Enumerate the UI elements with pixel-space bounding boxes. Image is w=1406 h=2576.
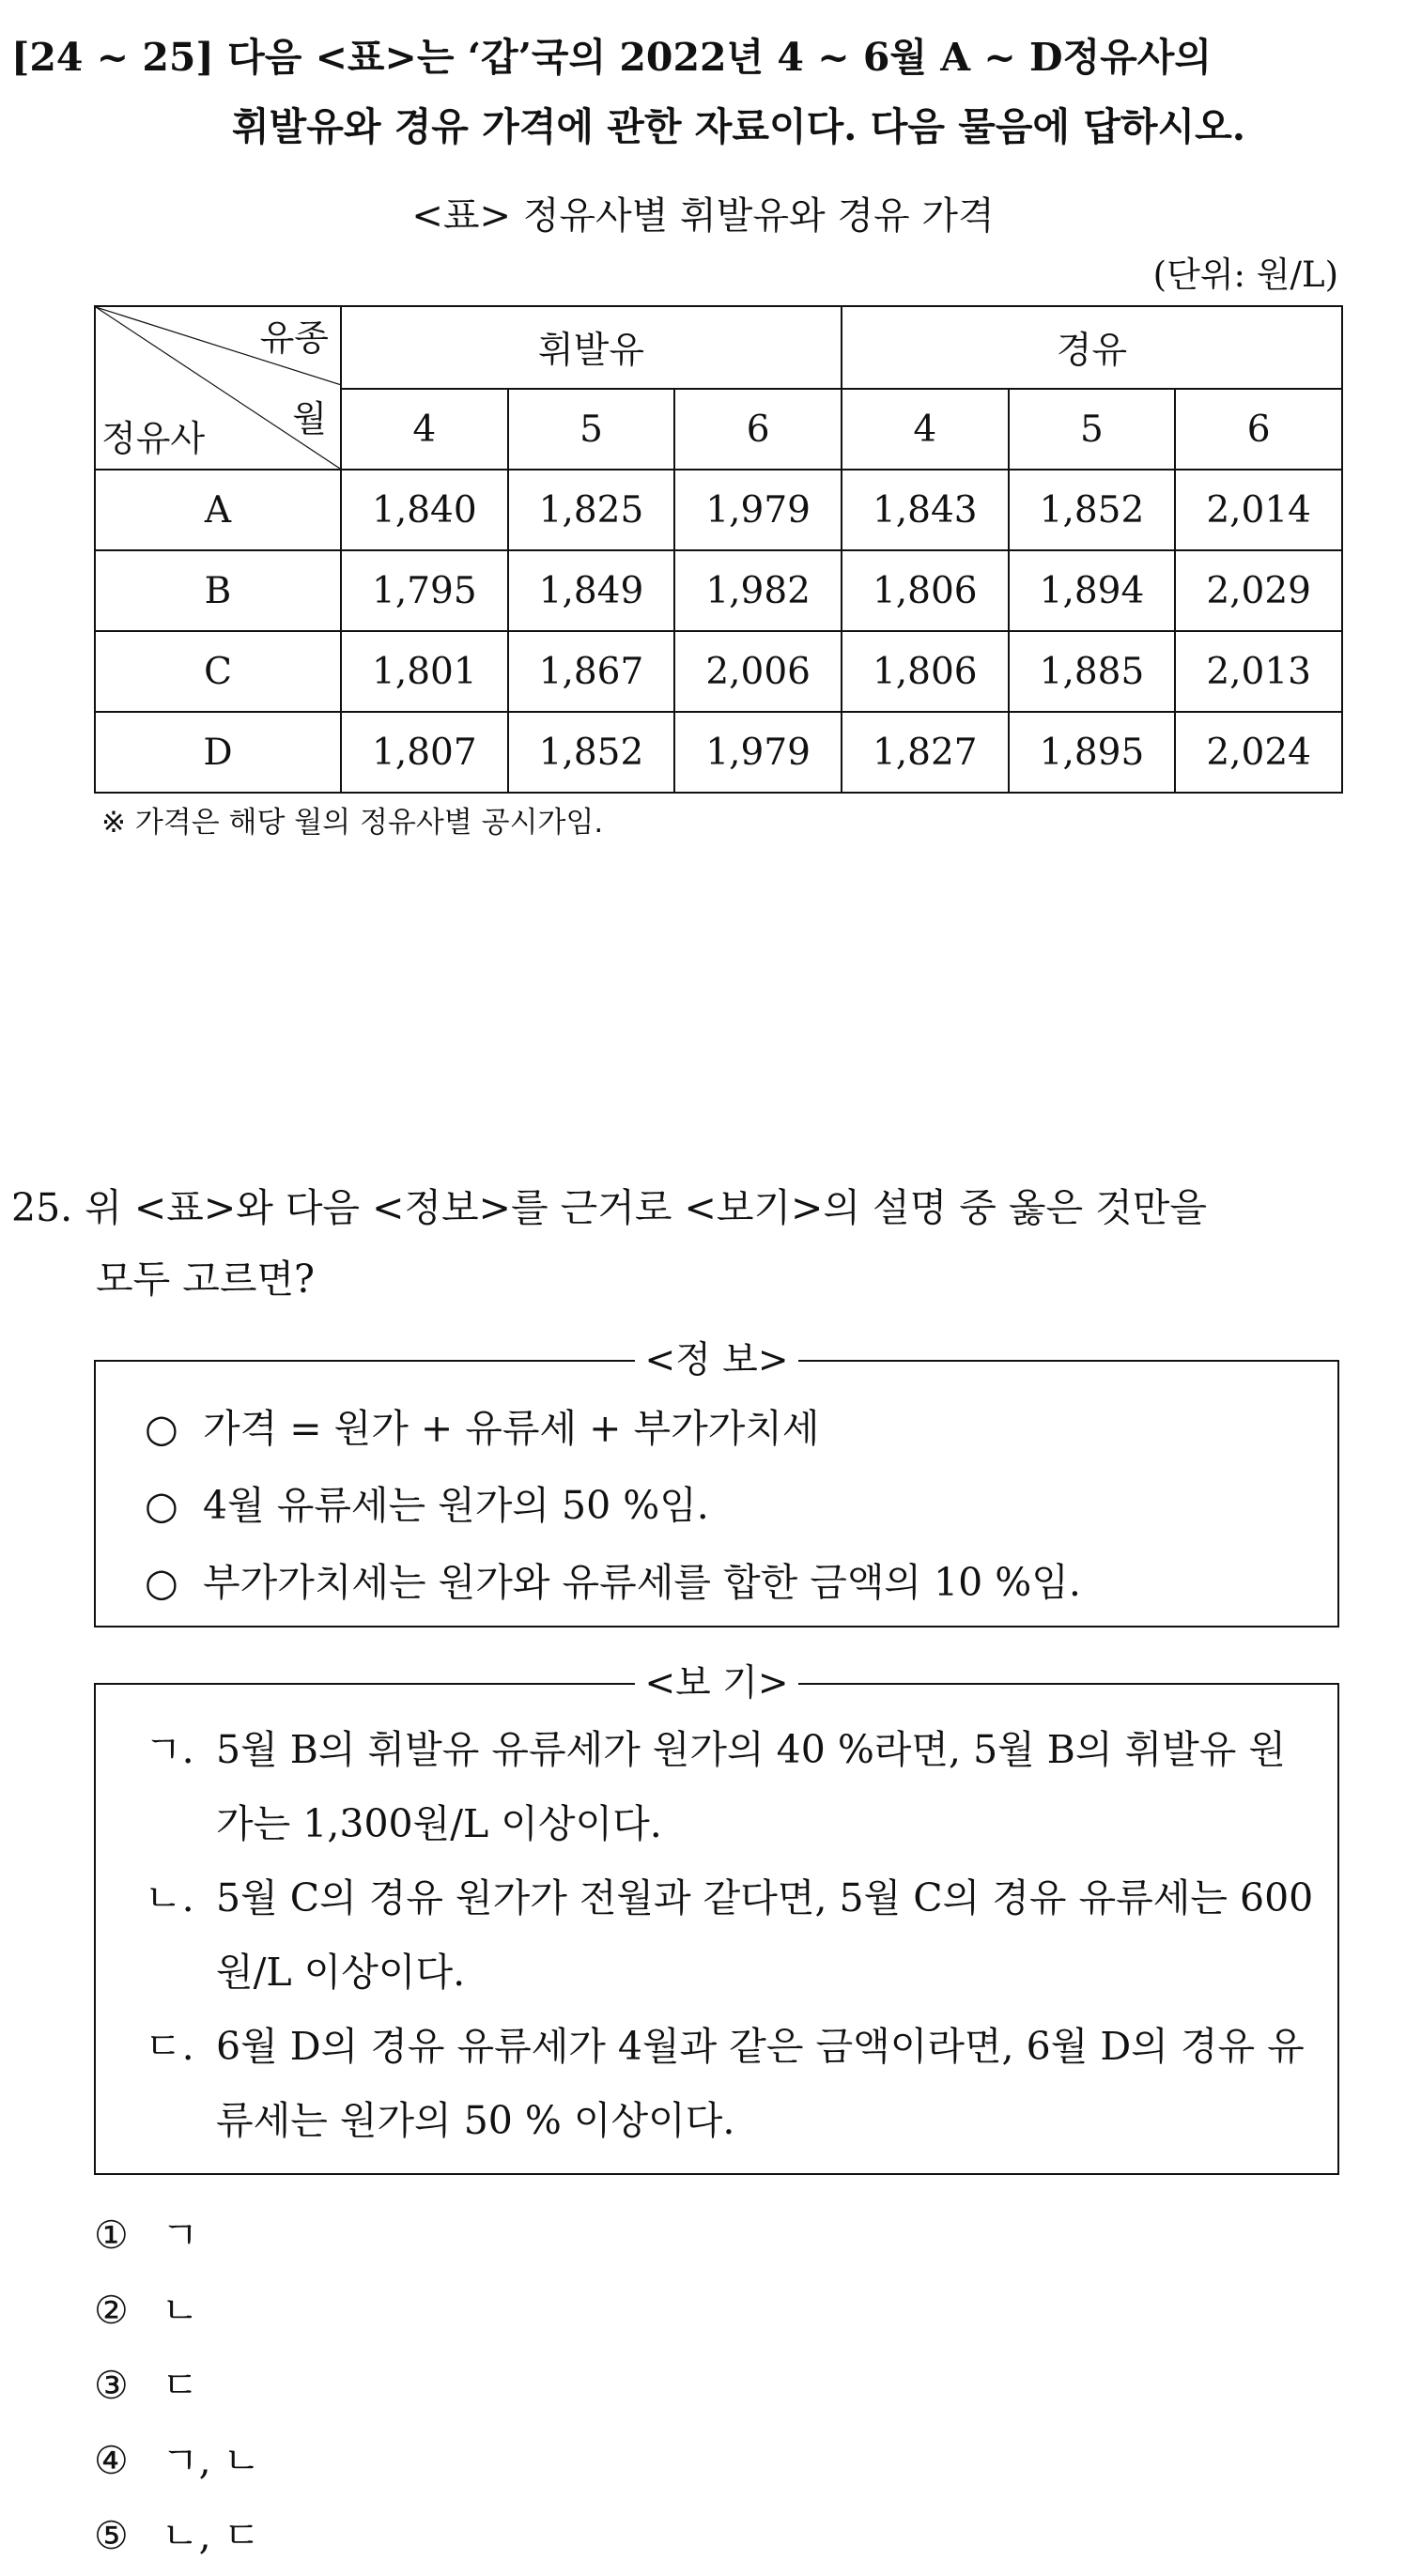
price-table xyxy=(94,305,1343,794)
choice-text: ㄴ xyxy=(162,2288,199,2333)
info-item xyxy=(145,1467,1081,1544)
choice-number: ③ xyxy=(94,2363,129,2408)
price-cell: 1,843 xyxy=(842,470,1009,550)
bogi-item-text: 5월 B의 휘발유 유류세가 원가의 40 %라면, 5월 B의 휘발유 원가는 1,300원/L 이상이다. xyxy=(216,1727,1287,1846)
month-header: 4 xyxy=(842,389,1009,470)
bogi-item xyxy=(145,1713,1319,1861)
answer-choice-4[interactable] xyxy=(94,2423,260,2498)
bogi-item xyxy=(145,1861,1319,2010)
bogi-item-mark: ㄱ. xyxy=(145,1727,194,1772)
price-cell: 1,852 xyxy=(508,712,675,793)
circle-bullet-icon: ○ xyxy=(145,1406,178,1451)
bogi-item-text: 6월 D의 경유 유류세가 4월과 같은 금액이라면, 6월 D의 경유 유류세는 원가의 50 % 이상이다. xyxy=(216,2024,1305,2143)
answer-choice-3[interactable] xyxy=(94,2348,260,2423)
corner-month-label: 월 xyxy=(292,398,327,440)
question-25 xyxy=(11,1172,1392,1315)
month-header: 5 xyxy=(508,389,675,470)
answer-choices xyxy=(94,2198,260,2573)
price-cell: 2,006 xyxy=(674,631,842,712)
table-row xyxy=(95,550,1342,631)
circle-bullet-icon: ○ xyxy=(145,1560,178,1605)
bogi-box xyxy=(94,1662,1339,2175)
passage-intro xyxy=(11,23,1392,162)
table-header-row xyxy=(95,306,1342,389)
table-note: ※ 가격은 해당 월의 정유사별 공시가임. xyxy=(101,806,604,840)
question-line-2: 모두 고르면? xyxy=(96,1257,316,1302)
info-item-text: 부가가치세는 원가와 유류세를 합한 금액의 10 %임. xyxy=(203,1560,1081,1605)
table-unit: (단위: 원/L) xyxy=(1152,255,1338,295)
choice-number: ① xyxy=(94,2213,129,2258)
question-line-1: 25. 위 <표>와 다음 <정보>를 근거로 <보기>의 설명 중 옳은 것만을 xyxy=(11,1185,1207,1230)
price-cell: 2,013 xyxy=(1175,631,1342,712)
price-cell: 1,867 xyxy=(508,631,675,712)
price-cell: 1,807 xyxy=(341,712,508,793)
choice-number: ② xyxy=(94,2288,129,2333)
header-diesel: 경유 xyxy=(842,306,1342,389)
bogi-box-title: <보 기> xyxy=(635,1662,797,1704)
info-box xyxy=(94,1339,1339,1627)
month-header: 6 xyxy=(674,389,842,470)
answer-choice-5[interactable] xyxy=(94,2498,260,2573)
price-cell: 1,979 xyxy=(674,712,842,793)
table-row xyxy=(95,712,1342,793)
info-item-text: 가격 = 원가 + 유류세 + 부가가치세 xyxy=(203,1406,820,1451)
info-item-text: 4월 유류세는 원가의 50 %임. xyxy=(203,1483,709,1528)
price-cell: 1,894 xyxy=(1009,550,1176,631)
price-cell: 1,825 xyxy=(508,470,675,550)
table-corner-cell xyxy=(95,306,341,470)
table-row xyxy=(95,631,1342,712)
choice-number: ④ xyxy=(94,2438,129,2483)
corner-fuel-label: 유종 xyxy=(259,317,329,359)
month-header: 5 xyxy=(1009,389,1176,470)
bogi-item-mark: ㄷ. xyxy=(145,2024,194,2069)
price-cell: 1,840 xyxy=(341,470,508,550)
company-cell: C xyxy=(95,631,341,712)
price-cell: 1,895 xyxy=(1009,712,1176,793)
header-gasoline: 휘발유 xyxy=(341,306,842,389)
price-cell: 1,852 xyxy=(1009,470,1176,550)
month-header: 6 xyxy=(1175,389,1342,470)
choice-number: ⑤ xyxy=(94,2513,129,2558)
price-cell: 1,806 xyxy=(842,550,1009,631)
intro-line-1: [24 ~ 25] 다음 <표>는 ‘갑’국의 2022년 4 ~ 6월 A ~ D정유사의 xyxy=(11,35,1212,80)
price-cell: 2,024 xyxy=(1175,712,1342,793)
month-header: 4 xyxy=(341,389,508,470)
bogi-item-mark: ㄴ. xyxy=(145,1875,194,1920)
price-cell: 2,014 xyxy=(1175,470,1342,550)
price-cell: 1,849 xyxy=(508,550,675,631)
bogi-item xyxy=(145,2010,1319,2158)
price-cell: 1,806 xyxy=(842,631,1009,712)
price-cell: 2,029 xyxy=(1175,550,1342,631)
price-cell: 1,982 xyxy=(674,550,842,631)
circle-bullet-icon: ○ xyxy=(145,1483,178,1528)
choice-text: ㄱ xyxy=(162,2213,199,2258)
company-cell: D xyxy=(95,712,341,793)
answer-choice-1[interactable] xyxy=(94,2198,260,2273)
choice-text: ㄱ, ㄴ xyxy=(162,2438,261,2483)
info-item xyxy=(145,1544,1081,1621)
choice-text: ㄴ, ㄷ xyxy=(162,2513,261,2558)
choice-text: ㄷ xyxy=(162,2363,199,2408)
table-row xyxy=(95,470,1342,550)
company-cell: A xyxy=(95,470,341,550)
intro-line-2: 휘발유와 경유 가격에 관한 자료이다. 다음 물음에 답하시오. xyxy=(232,104,1246,149)
price-cell: 1,979 xyxy=(674,470,842,550)
price-cell: 1,827 xyxy=(842,712,1009,793)
info-item xyxy=(145,1390,1081,1467)
bogi-item-text: 5월 C의 경유 원가가 전월과 같다면, 5월 C의 경유 유류세는 600원/L 이상이다. xyxy=(216,1875,1314,1995)
price-cell: 1,801 xyxy=(341,631,508,712)
info-box-title: <정 보> xyxy=(635,1339,797,1381)
answer-choice-2[interactable] xyxy=(94,2273,260,2348)
price-cell: 1,795 xyxy=(341,550,508,631)
table-title: <표> 정유사별 휘발유와 경유 가격 xyxy=(411,194,995,238)
price-cell: 1,885 xyxy=(1009,631,1176,712)
company-cell: B xyxy=(95,550,341,631)
corner-company-label: 정유사 xyxy=(101,418,206,459)
